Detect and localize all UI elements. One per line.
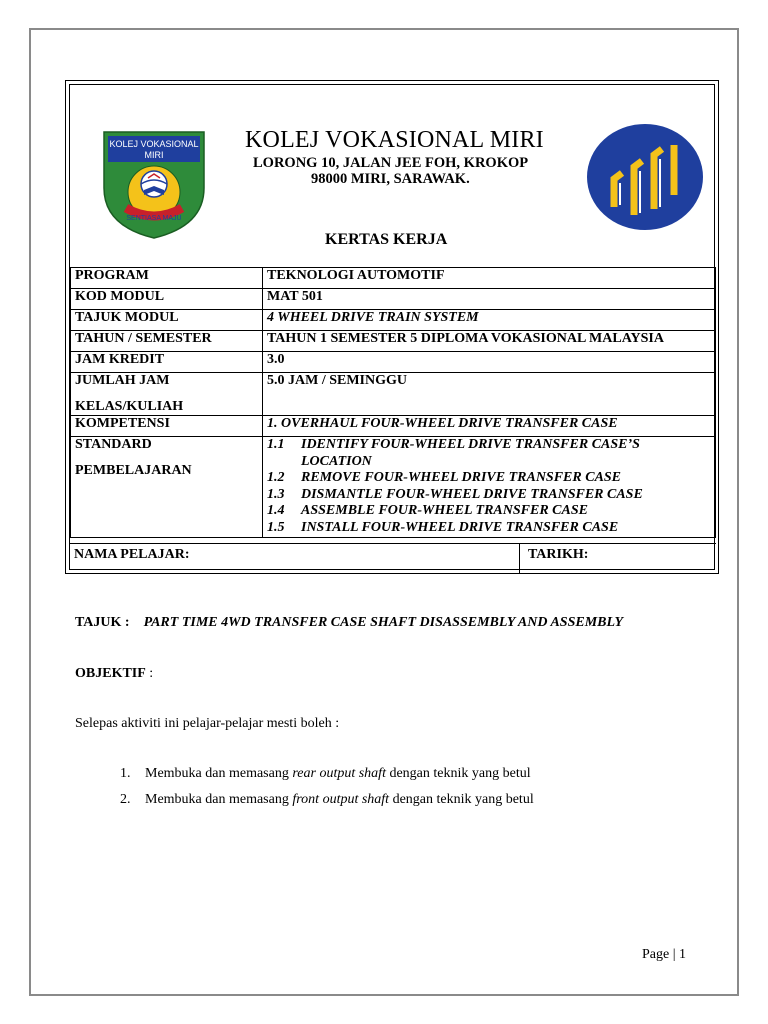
worksheet-header bbox=[70, 85, 716, 267]
list-item bbox=[120, 766, 534, 792]
logo-motto: SENTIASA MAJU bbox=[126, 215, 182, 222]
date-field[interactable]: TARIKH: bbox=[528, 547, 589, 562]
logo-text-mid: MIRI bbox=[144, 150, 164, 160]
objective-item-emphasis: front output shaft bbox=[292, 792, 390, 807]
objective-item-pre: Membuka dan memasang bbox=[145, 766, 293, 781]
list-item bbox=[267, 470, 711, 487]
table-row bbox=[71, 289, 716, 310]
list-item bbox=[267, 487, 711, 504]
table-row bbox=[71, 416, 716, 437]
tahun-semester-label: TAHUN / SEMESTER bbox=[71, 331, 263, 352]
objective-item-post: dengan teknik yang betul bbox=[389, 792, 534, 807]
objective-item-post: dengan teknik yang betul bbox=[385, 766, 531, 781]
kompetensi-value: 1. OVERHAUL FOUR-WHEEL DRIVE TRANSFER CASE bbox=[263, 416, 716, 437]
list-item bbox=[120, 792, 534, 818]
topic-value: PART TIME 4WD TRANSFER CASE SHAFT DISASSEMBLY AND ASSEMBLY bbox=[143, 615, 624, 630]
topic-line bbox=[75, 615, 623, 631]
jumlah-jam-label-line1: JUMLAH JAM bbox=[75, 373, 170, 388]
college-crest-logo bbox=[98, 128, 210, 240]
worksheet-frame bbox=[65, 80, 719, 574]
table-row bbox=[71, 437, 716, 538]
college-name: KOLEJ VOKASIONAL MIRI bbox=[245, 127, 544, 153]
standard-item-number: 1.1 bbox=[267, 437, 285, 452]
student-name-date-row bbox=[70, 543, 716, 574]
module-info-table bbox=[70, 267, 716, 538]
standard-item-number: 1.4 bbox=[267, 503, 285, 518]
standard-list bbox=[267, 437, 711, 536]
objective-item-pre: Membuka dan memasang bbox=[145, 792, 293, 807]
college-address-line1: LORONG 10, JALAN JEE FOH, KROKOP bbox=[253, 155, 529, 171]
list-item-continuation: LOCATION bbox=[301, 453, 372, 469]
objective-item-number: 2. bbox=[120, 792, 131, 807]
document-title: KERTAS KERJA bbox=[325, 231, 448, 248]
list-item bbox=[267, 437, 711, 454]
kod-modul-value: MAT 501 bbox=[263, 289, 716, 310]
column-divider bbox=[519, 544, 520, 574]
kompetensi-label: KOMPETENSI bbox=[71, 416, 263, 437]
kod-modul-label: KOD MODUL bbox=[71, 289, 263, 310]
jumlah-jam-label-line2: KELAS/KULIAH bbox=[75, 399, 184, 414]
objective-list bbox=[120, 766, 534, 818]
standard-item-text: IDENTIFY FOUR-WHEEL DRIVE TRANSFER CASE’S bbox=[301, 437, 640, 452]
list-item bbox=[267, 503, 711, 520]
jam-kredit-label: JAM KREDIT bbox=[71, 352, 263, 373]
standard-label-line2: PEMBELAJARAN bbox=[75, 463, 192, 478]
objective-item-number: 1. bbox=[120, 766, 131, 781]
topic-label: TAJUK : bbox=[75, 615, 130, 630]
table-row bbox=[71, 352, 716, 373]
student-name-field[interactable]: NAMA PELAJAR: bbox=[74, 547, 190, 562]
objective-item-emphasis: rear output shaft bbox=[292, 766, 386, 781]
program-label: PROGRAM bbox=[71, 268, 263, 289]
jumlah-jam-value: 5.0 JAM / SEMINGGU bbox=[263, 373, 716, 416]
standard-item-number: 1.5 bbox=[267, 519, 285, 535]
standard-item-text: INSTALL FOUR-WHEEL DRIVE TRANSFER CASE bbox=[301, 519, 619, 535]
institution-emblem-logo bbox=[584, 121, 706, 233]
list-item bbox=[267, 520, 711, 537]
standard-item-number: 1.2 bbox=[267, 470, 285, 485]
objective-colon: : bbox=[145, 666, 154, 681]
page-number: Page | 1 bbox=[642, 947, 687, 962]
table-row bbox=[71, 331, 716, 352]
standard-label bbox=[71, 437, 263, 538]
standard-list-cell bbox=[263, 437, 716, 538]
table-row bbox=[71, 268, 716, 289]
standard-label-line1: STANDARD bbox=[75, 437, 152, 452]
logo-text-top: KOLEJ VOKASIONAL bbox=[109, 139, 199, 149]
objective-label: OBJEKTIF bbox=[75, 666, 146, 681]
table-row bbox=[71, 373, 716, 416]
jam-kredit-value: 3.0 bbox=[263, 352, 716, 373]
tahun-semester-value: TAHUN 1 SEMESTER 5 DIPLOMA VOKASIONAL MALAYSIA bbox=[263, 331, 716, 352]
program-value: TEKNOLOGI AUTOMOTIF bbox=[263, 268, 716, 289]
standard-item-number: 1.3 bbox=[267, 486, 285, 502]
tajuk-modul-label: TAJUK MODUL bbox=[71, 310, 263, 331]
objective-intro: Selepas aktiviti ini pelajar-pelajar mesti boleh : bbox=[75, 716, 340, 731]
worksheet-inner bbox=[69, 84, 715, 570]
standard-item-text: ASSEMBLE FOUR-WHEEL TRANSFER CASE bbox=[301, 503, 588, 518]
tajuk-modul-value: 4 WHEEL DRIVE TRAIN SYSTEM bbox=[263, 310, 716, 331]
objective-heading bbox=[75, 666, 153, 682]
jumlah-jam-label bbox=[71, 373, 263, 416]
standard-item-text: DISMANTLE FOUR-WHEEL DRIVE TRANSFER CASE bbox=[301, 486, 643, 502]
table-row bbox=[71, 310, 716, 331]
standard-item-text: REMOVE FOUR-WHEEL DRIVE TRANSFER CASE bbox=[301, 470, 622, 485]
college-address-line2: 98000 MIRI, SARAWAK. bbox=[311, 171, 470, 187]
